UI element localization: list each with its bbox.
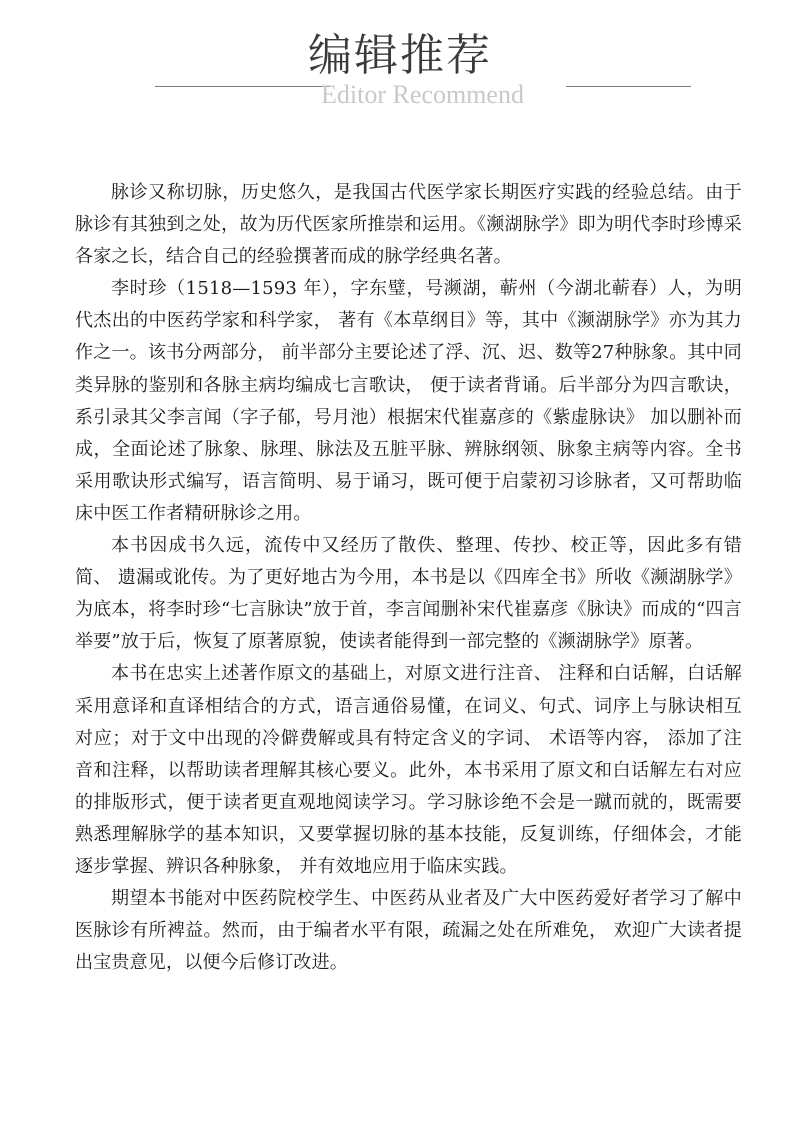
page-title: 编辑推荐 bbox=[308, 30, 492, 81]
paragraph-annotation: 本书在忠实上述著作原文的基础上，对原文进行注音、 注释和白话解，白话解采用意译和直译相结合的方式，语言通俗易懂，在词义、句式、词序上与脉诀相互对应；对于文中出现的冷僻费解或具有特定含义的字词、 术语等内容， 添加了注音和注释，以帮助读者理解其核心要义。此外，本书采用了原文和白话解左右对应的排版形式，便于读者更直观地阅读学习。学习脉诊绝不会是一蹴而就的，既需要熟悉理解脉学的基本知识，又要掌握切脉的基本技能，反复训练，仔细体会，才能逐步掌握、辨识各种脉象， 并有效地应用于临床实践。 bbox=[75, 663, 742, 877]
page-header bbox=[0, 0, 800, 130]
paragraph-closing: 期望本书能对中医药院校学生、中医药从业者及广大中医药爱好者学习了解中医脉诊有所裨益。然而，由于编者水平有限，疏漏之处在所难免， 欢迎广大读者提出宝贵意见，以便今后修订改进。 bbox=[75, 888, 742, 974]
article-body bbox=[75, 177, 742, 979]
paragraph-edition: 本书因成书久远，流传中又经历了散佚、整理、传抄、校正等，因此多有错简、 遗漏或讹传。为了更好地古为今用，本书是以《四库全书》所收《濒湖脉学》为底本，将李时珍“七言脉诀”放于首，李言闻删补宋代崔嘉彦《脉诀》而成的“四言举要”放于后，恢复了原著原貌，使读者能得到一部完整的《濒湖脉学》原著。 bbox=[75, 535, 742, 653]
paragraph-author: 李时珍（1518—1593 年），字东璧，号濒湖，蕲州（今湖北蕲春）人，为明代杰出的中医药学家和科学家， 著有《本草纲目》等，其中《濒湖脉学》亦为其力作之一。该书分两部分， 前半部分主要论述了浮、沉、迟、数等27种脉象。其中同类异脉的鉴别和各脉主病均编成七言歌诀， 便于读者背诵。后半部分为四言歌诀，系引录其父李言闻（字子郁，号月池）根据宋代崔嘉彦的《紫虚脉诀》 加以删补而成，全面论述了脉象、脉理、脉法及五脏平脉、辨脉纲领、脉象主病等内容。全书采用歌诀形式编写，语言简明、易于诵习，既可便于启蒙初习诊脉者，又可帮助临床中医工作者精研脉诊之用。 bbox=[75, 278, 742, 524]
paragraph-intro: 脉诊又称切脉，历史悠久，是我国古代医学家长期医疗实践的经验总结。由于脉诊有其独到之处，故为历代医家所推崇和运用。《濒湖脉学》即为明代李时珍博采各家之长，结合自己的经验撰著而成的脉学经典名著。 bbox=[75, 182, 742, 268]
page-subtitle: Editor Recommend bbox=[321, 80, 524, 109]
